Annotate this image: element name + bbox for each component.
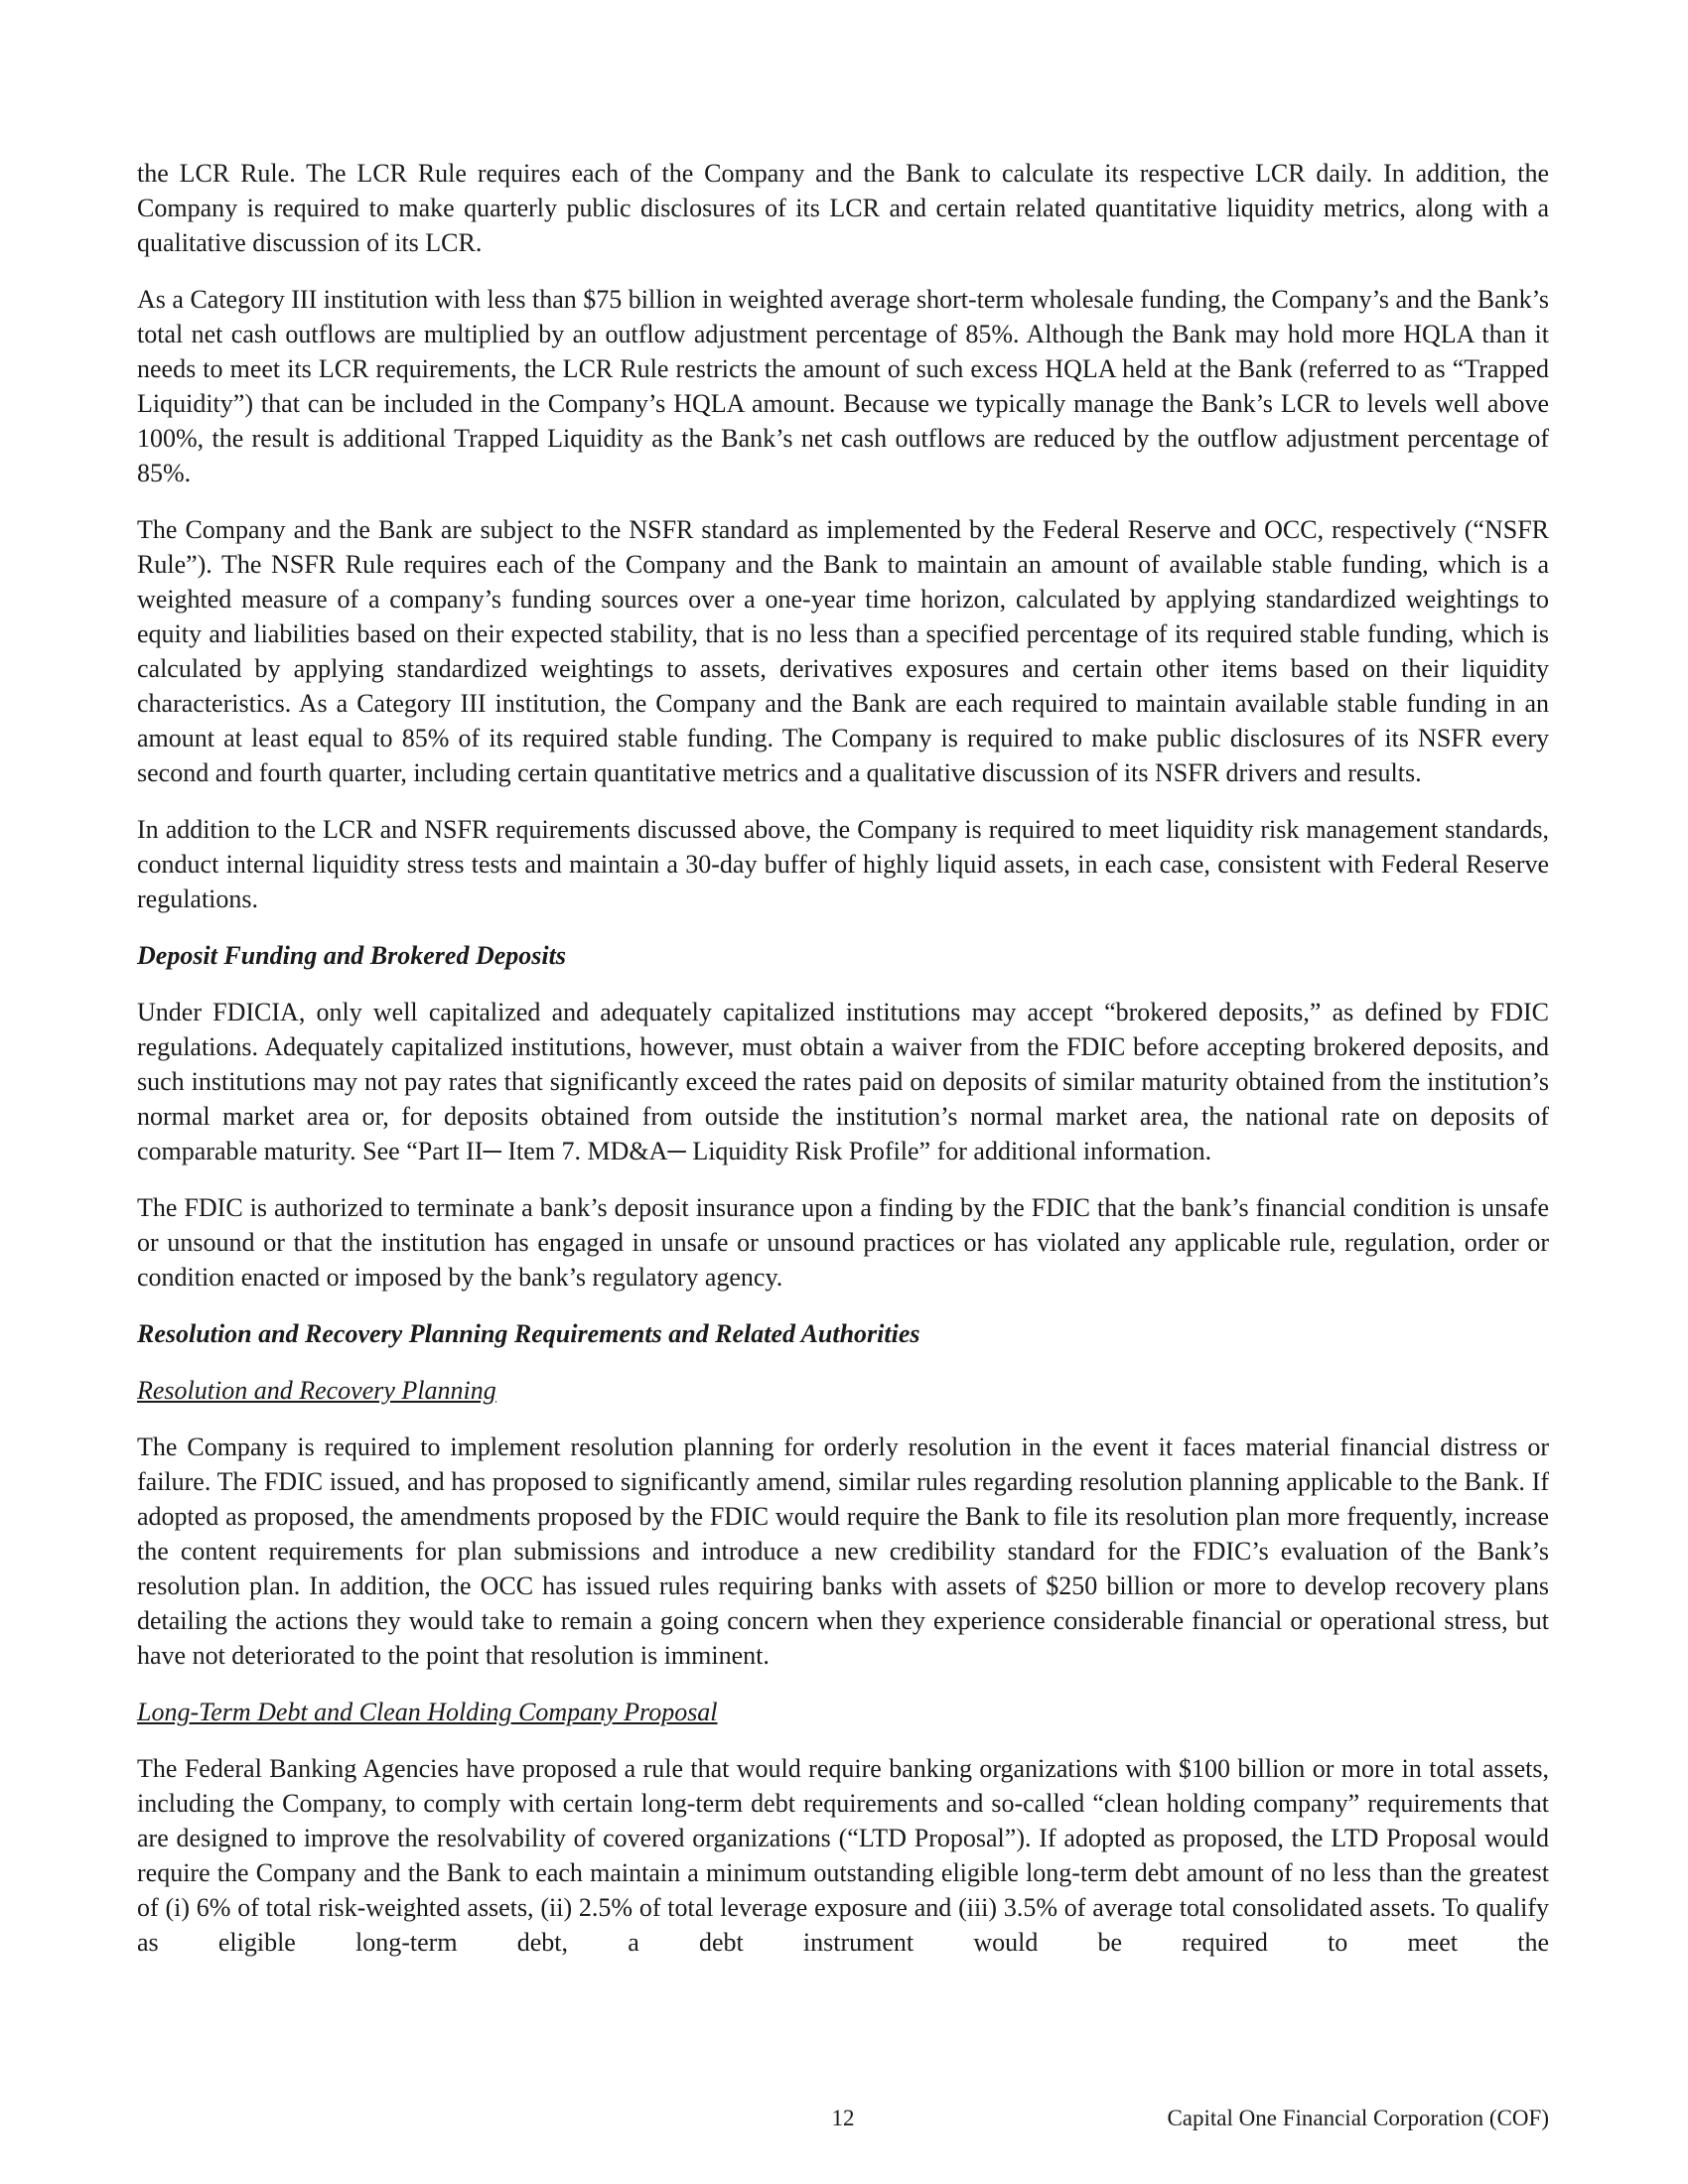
paragraph: The Company is required to implement resolution planning for orderly resolution in the event it faces material financial distress or failure. The FDIC issued, and has proposed to significantly amend, similar rules regarding resolution planning applicable to the Bank. If adopted as proposed, the amendments proposed by the FDIC would require the Bank to file its resolution plan more frequently, increase the content requirements for plan submissions and introduce a new credibility standard for the FDIC’s evaluation of the Bank’s resolution plan. In addition, the OCC has issued rules requiring banks with assets of $250 billion or more to develop recovery plans detailing the actions they would take to remain a going concern when they experience considerable financial or operational stress, but have not deteriorated to the point that resolution is imminent. <box>137 1433 1549 1670</box>
section-heading: Deposit Funding and Brokered Deposits <box>137 941 566 970</box>
paragraph: The Company and the Bank are subject to the NSFR standard as implemented by the Federal Reserve and OCC, respectively (“NSFR Rule”). The NSFR Rule requires each of the Company and the Bank to maintain an amount of available stable funding, which is a weighted measure of a company’s funding sources over a one-year time horizon, calculated by applying standardized weightings to equity and liabilities based on their expected stability, that is no less than a specified percentage of its required stable funding, which is calculated by applying standardized weightings to assets, derivatives exposures and certain other items based on their liquidity characteristics. As a Category III institution, the Company and the Bank are each required to maintain available stable funding in an amount at least equal to 85% of its required stable funding. The Company is required to make public disclosures of its NSFR every second and fourth quarter, including certain quantitative metrics and a qualitative discussion of its NSFR drivers and results. <box>137 515 1549 787</box>
paragraph: Under FDICIA, only well capitalized and adequately capitalized institutions may accept “brokered deposits,” as defined by FDIC regulations. Adequately capitalized institutions, however, must obtain a waiver from the FDIC before accepting brokered deposits, and such institutions may not pay rates that significantly exceed the rates paid on deposits of similar maturity obtained from the institution’s normal market area or, for deposits obtained from outside the institution’s normal market area, the national rate on deposits of comparable maturity. See “Part II─ Item 7. MD&A─ Liquidity Risk Profile” for additional information. <box>137 998 1549 1165</box>
section-heading: Resolution and Recovery Planning Requirements and Related Authorities <box>137 1319 920 1348</box>
paragraph: As a Category III institution with less than $75 billion in weighted average short-term wholesale funding, the Company’s and the Bank’s total net cash outflows are multiplied by an outflow adjustment percentage of 85%. Although the Bank may hold more HQLA than it needs to meet its LCR requirements, the LCR Rule restricts the amount of such excess HQLA held at the Bank (referred to as “Trapped Liquidity”) that can be included in the Company’s HQLA amount. Because we typically manage the Bank’s LCR to levels well above 100%, the result is additional Trapped Liquidity as the Bank’s net cash outflows are reduced by the outflow adjustment percentage of 85%. <box>137 285 1549 487</box>
subsection-heading: Long-Term Debt and Clean Holding Company Proposal <box>137 1698 718 1726</box>
paragraph: the LCR Rule. The LCR Rule requires each of the Company and the Bank to calculate its respective LCR daily. In addition, the Company is required to make quarterly public disclosures of its LCR and certain related quantitative liquidity metrics, along with a qualitative discussion of its LCR. <box>137 159 1549 257</box>
paragraph: The Federal Banking Agencies have proposed a rule that would require banking organizations with $100 billion or more in total assets, including the Company, to comply with certain long-term debt requirements and so-called “clean holding company” requirements that are designed to improve the resolvability of covered organizations (“LTD Proposal”). If adopted as proposed, the LTD Proposal would require the Company and the Bank to each maintain a minimum outstanding eligible long-term debt amount of no less than the greatest of (i) 6% of total risk-weighted assets, (ii) 2.5% of total leverage exposure and (iii) 3.5% of average total consolidated assets. To qualify as eligible long-term debt, a debt instrument would be required to meet the <box>137 1754 1549 1957</box>
paragraph: In addition to the LCR and NSFR requirements discussed above, the Company is required to meet liquidity risk management standards, conduct internal liquidity stress tests and maintain a 30-day buffer of highly liquid assets, in each case, consistent with Federal Reserve regulations. <box>137 815 1549 913</box>
content-area <box>137 156 1549 1981</box>
subsection-heading: Resolution and Recovery Planning <box>137 1376 496 1405</box>
footer <box>137 2105 1549 2134</box>
footer-company: Capital One Financial Corporation (COF) <box>1167 2106 1549 2130</box>
page-number: 12 <box>831 2106 855 2130</box>
paragraph: The FDIC is authorized to terminate a bank’s deposit insurance upon a finding by the FDIC that the bank’s financial condition is unsafe or unsound or that the institution has engaged in unsafe or unsound practices or has violated any applicable rule, regulation, order or condition enacted or imposed by the bank’s regulatory agency. <box>137 1193 1549 1292</box>
